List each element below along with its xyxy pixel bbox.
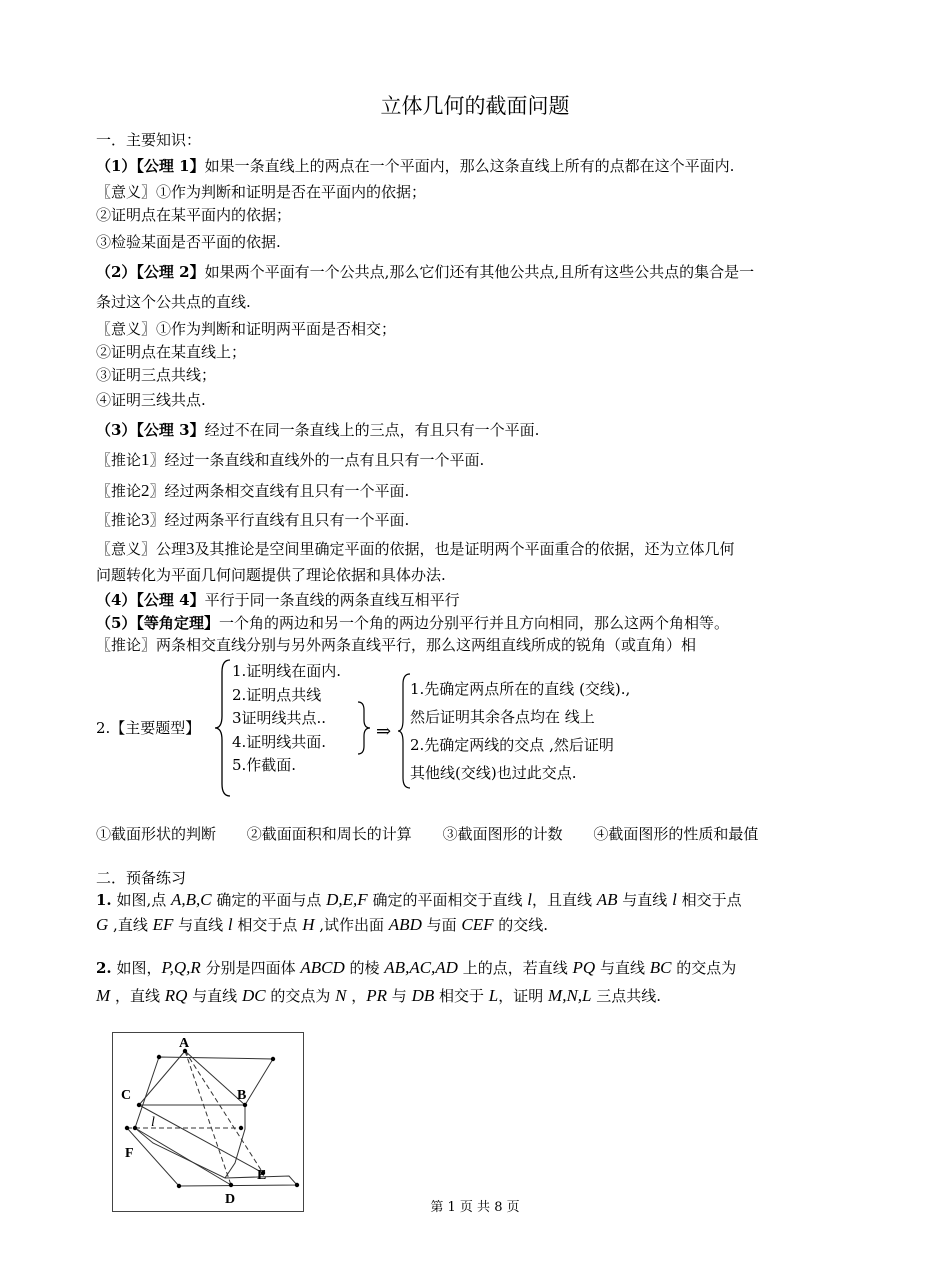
- vertex-dot: [243, 1103, 247, 1107]
- axiom-2-label: （2）【公理 2】: [96, 263, 205, 281]
- methods-list: [410, 675, 630, 787]
- figure-svg: [113, 1033, 303, 1211]
- axiom-4-text: 平行于同一条直线的两条直线互相平行: [204, 591, 460, 609]
- axiom-2-meaning-3: ③证明三点共线；: [96, 366, 217, 384]
- method-item: 1.先确定两点所在的直线 (交线).,: [410, 680, 631, 698]
- axiom-1-label: （1）【公理 1】: [96, 157, 205, 175]
- vertex-dot: [295, 1183, 299, 1187]
- axiom-2-meaning-2: ②证明点在某直线上；: [96, 343, 247, 361]
- axiom-1-meaning-3: ③检验某面是否平面的依据.: [96, 233, 281, 251]
- axiom-4-label: （4）【公理 4】: [96, 591, 205, 609]
- category-item: ④截面图形的性质和最值: [593, 825, 759, 843]
- section-categories: [96, 824, 784, 844]
- axiom-1-meaning-1: 〖意义〗①作为判断和证明是否在平面内的依据；: [96, 183, 427, 201]
- type-item: 1.证明线在面内.: [232, 662, 342, 680]
- vertex-dot: [177, 1184, 181, 1188]
- axiom-3-label: （3）【公理 3】: [96, 421, 205, 439]
- type-item: 4.证明线共面.: [232, 732, 327, 751]
- type-item: 3证明线共点..: [232, 709, 327, 727]
- corollary-3: 〖推论3〗经过两条平行直线有且只有一个平面.: [96, 510, 410, 529]
- section-heading-1: 一．主要知识：: [96, 131, 202, 149]
- geometry-figure: [112, 1032, 304, 1212]
- vertex-dot: [137, 1103, 141, 1107]
- axiom-4: [96, 590, 460, 610]
- axiom-1-text: 如果一条直线上的两点在一个平面内，那么这条直线上所有的点都在这个平面内.: [204, 157, 735, 175]
- label-E: E: [257, 1168, 267, 1183]
- axiom-2-meaning-1: 〖意义〗①作为判断和证明两平面是否相交；: [96, 320, 397, 338]
- axiom-3-meaning: 〖意义〗公理3及其推论是空间里确定平面的依据，也是证明两个平面重合的依据，还为立体几何: [96, 539, 735, 558]
- vertex-dot: [229, 1183, 233, 1187]
- problem-1-line-1: 1. 如图,点 A,B,C 确定的平面与点 D,E,F 确定的平面相交于直线 l，且直线 AB 与直线 l 相交于点: [96, 890, 742, 909]
- method-item: 然后证明其余各点均在 线上: [410, 708, 595, 726]
- theorem-text: 一个角的两边和另一个角的两边分别平行并且方向相同，那么这两个角相等。: [218, 614, 729, 632]
- method-item: 其他线(交线)也过此交点.: [410, 764, 577, 782]
- label-B: B: [237, 1088, 247, 1103]
- types-list: [232, 660, 341, 778]
- vertex-dot: [271, 1057, 275, 1061]
- type-item: 5.作截面.: [232, 756, 297, 774]
- category-item: ②截面面积和周长的计算: [246, 825, 412, 843]
- theorem-corollary: 〖推论〗两条相交直线分别与另外两条直线平行，那么这两组直线所成的锐角（或直角）相: [96, 636, 697, 654]
- axiom-1: [96, 156, 734, 176]
- vertex-dot: [133, 1126, 137, 1130]
- page-title: 立体几何的截面问题: [380, 94, 570, 118]
- edge-f-d: [135, 1128, 231, 1185]
- problem-2-line-2: M ，直线 RQ 与直线 DC 的交点为 N ，PR 与 DB 相交于 L，证明 M,N,L 三点共线.: [96, 986, 662, 1005]
- axiom-2-text: 如果两个平面有一个公共点,那么它们还有其他公共点,且所有这些公共点的集合是一: [204, 263, 755, 281]
- dashed-a-e: [185, 1051, 263, 1173]
- axiom-3: [96, 420, 539, 440]
- page-footer: 第 1 页 共 8 页: [430, 1200, 520, 1215]
- problem-1-line-2: G ,直线 EF 与直线 l 相交于点 H ,试作出面 ABD 与面 CEF 的交线.: [96, 915, 549, 934]
- corollary-1: 〖推论1〗经过一条直线和直线外的一点有且只有一个平面.: [96, 450, 485, 469]
- category-item: ①截面形状的判断: [96, 825, 217, 843]
- axiom-2-meaning-4: ④证明三线共点.: [96, 391, 206, 409]
- axiom-2: [96, 262, 754, 282]
- type-item: 2.证明点共线: [232, 685, 322, 704]
- section-heading-2: 二．预备练习: [96, 869, 187, 887]
- equal-angle-theorem: [96, 613, 729, 633]
- right-brace: [356, 700, 372, 756]
- theorem-label: （5）【等角定理】: [96, 614, 219, 632]
- label-D: D: [225, 1192, 236, 1207]
- problem-2-line-1: 2. 如图，P,Q,R 分别是四面体 ABCD 的棱 AB,AC,AD 上的点，若直线 PQ 与直线 BC 的交点为: [96, 958, 737, 977]
- category-item: ③截面图形的计数: [442, 825, 563, 843]
- axiom-2-text-cont: 条过这个公共点的直线.: [96, 293, 251, 311]
- corollary-2: 〖推论2〗经过两条相交直线有且只有一个平面.: [96, 481, 410, 500]
- axiom-3-text: 经过不在同一条直线上的三点，有且只有一个平面.: [204, 421, 540, 439]
- edge-ca: [139, 1051, 185, 1105]
- label-l: l: [151, 1115, 155, 1130]
- implies-arrow: ⇒: [376, 721, 392, 742]
- bottom-plane-outline: [127, 1128, 297, 1186]
- vertex-dot: [239, 1126, 243, 1130]
- axiom-3-meaning-cont: 问题转化为平面几何问题提供了理论依据和具体办法.: [96, 566, 446, 584]
- label-C: C: [121, 1088, 132, 1103]
- left-brace: [213, 658, 233, 798]
- axiom-1-meaning-2: ②证明点在某平面内的依据；: [96, 206, 292, 224]
- method-item: 2.先确定两线的交点 ,然后证明: [410, 736, 614, 754]
- label-A: A: [179, 1036, 190, 1051]
- vertex-dot: [157, 1055, 161, 1059]
- vertex-dot: [125, 1126, 129, 1130]
- label-F: F: [125, 1146, 134, 1161]
- main-types-label: 2.【主要题型】: [96, 719, 201, 737]
